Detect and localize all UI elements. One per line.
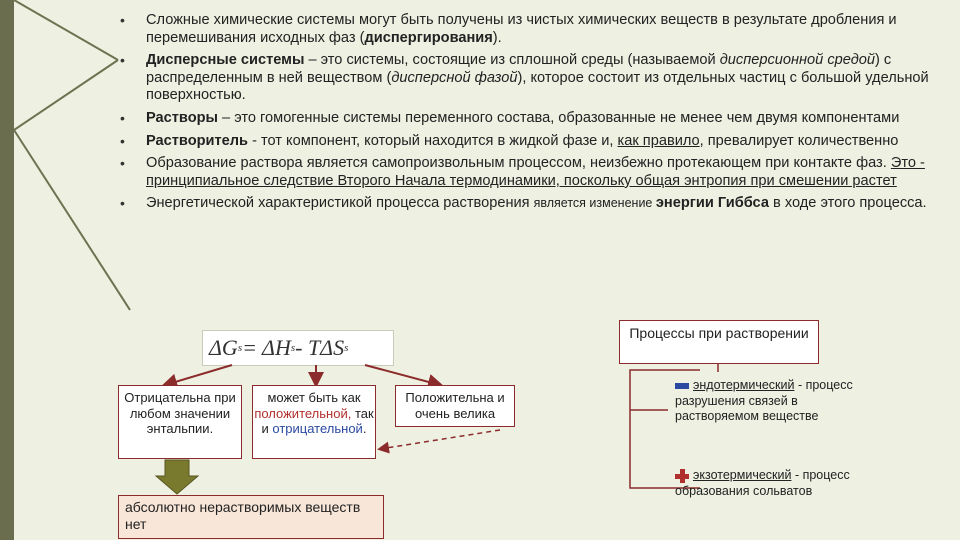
box-negative-text: Отрицательна при любом значении энтальпии. — [124, 390, 236, 436]
bullet-2-italic-b: дисперсной фазой — [391, 69, 518, 86]
box-maybe-end: . — [362, 421, 367, 436]
formula-sub-3: s — [344, 342, 349, 354]
bullet-6-text-b: в ходе этого процесса. — [768, 195, 927, 212]
formula-sub-2: s — [290, 342, 296, 354]
box-positive — [395, 385, 515, 427]
bullet-1-bold: диспергирования — [364, 29, 493, 46]
bullet-6-bold: энергии Гиббса — [655, 195, 769, 212]
box-insoluble-text: абсолютно нерастворимых веществ нет — [125, 499, 361, 532]
box-maybe-positive: положительной, — [254, 405, 352, 421]
box-maybe-negative: отрицательной — [272, 421, 363, 436]
formula-sub-1: s — [237, 342, 243, 354]
box-maybe — [252, 385, 376, 459]
process-title: Процессы при растворении — [629, 325, 809, 341]
minus-icon — [675, 383, 689, 389]
exo-name: экзотермический — [693, 468, 792, 482]
bullet-6-text-a: Энергетической характеристикой процесса растворения — [146, 195, 534, 212]
endo-name: эндотермический — [693, 378, 795, 392]
formula-g: ΔG — [209, 335, 238, 360]
box-negative — [118, 385, 242, 459]
endo-text: - процесс разрушения связей в растворяемом веществе — [675, 378, 853, 423]
bullet-5-underline: Это - принципиальное следствие Второго Начала термодинамики, поскольку общая энтропия при смешении растет — [146, 155, 925, 189]
bullet-2-bold: Дисперсные системы — [146, 52, 305, 69]
bullet-4-underline: как правило — [617, 132, 700, 149]
formula-minus: - TΔS — [295, 335, 345, 360]
box-insoluble — [118, 495, 384, 539]
bullet-2-text-a: – это системы, состоящие из сплошной среды (называемой — [304, 52, 720, 69]
bullet-1-text-b: ). — [492, 29, 502, 46]
down-arrow — [156, 460, 198, 494]
bullet-3-text-a: – это гомогенные системы переменного состава, образованные не менее чем двумя компонентами — [218, 109, 900, 126]
bullet-2-text-c: ), которое состоит из отдельных частиц с большой удельной поверхностью. — [146, 69, 929, 104]
box-positive-text: Положительна и очень велика — [405, 390, 505, 421]
bullet-2-italic-a: дисперсионной средой — [719, 52, 876, 69]
box-maybe-mid: так и — [261, 405, 374, 436]
box-maybe-a: может быть как — [267, 390, 361, 405]
bullet-3-bold: Растворы — [146, 109, 218, 126]
plus-icon — [675, 469, 689, 483]
process-title-box — [619, 320, 819, 364]
bullet-4-bold: Растворитель — [146, 132, 249, 149]
bullet-6-small: является изменение — [533, 196, 656, 211]
endo-block — [675, 378, 855, 425]
dashed-arrow — [380, 430, 500, 449]
exo-block — [675, 468, 855, 499]
bullet-2-text-b: ) с распределенным в ней веществом ( — [146, 52, 892, 86]
exo-text: - процесс образования сольватов — [675, 468, 850, 498]
bullet-5-text-a: Образование раствора является самопроизвольным процессом, неизбежно протекающем при контакте фаз. — [146, 155, 891, 172]
arrow-to-negative — [165, 365, 232, 385]
arrow-to-positive — [365, 365, 440, 385]
bullet-1-text-a: Сложные химические системы могут быть получены из чистых химических веществ в результате дробления и перемешивания исходных фаз ( — [146, 12, 897, 46]
bullet-4-text-a: - тот компонент, который находится в жидкой фазе и, — [248, 132, 618, 149]
formula-eq: = ΔH — [242, 335, 291, 360]
bullet-4-text-b: , превалирует количественно — [699, 132, 899, 149]
